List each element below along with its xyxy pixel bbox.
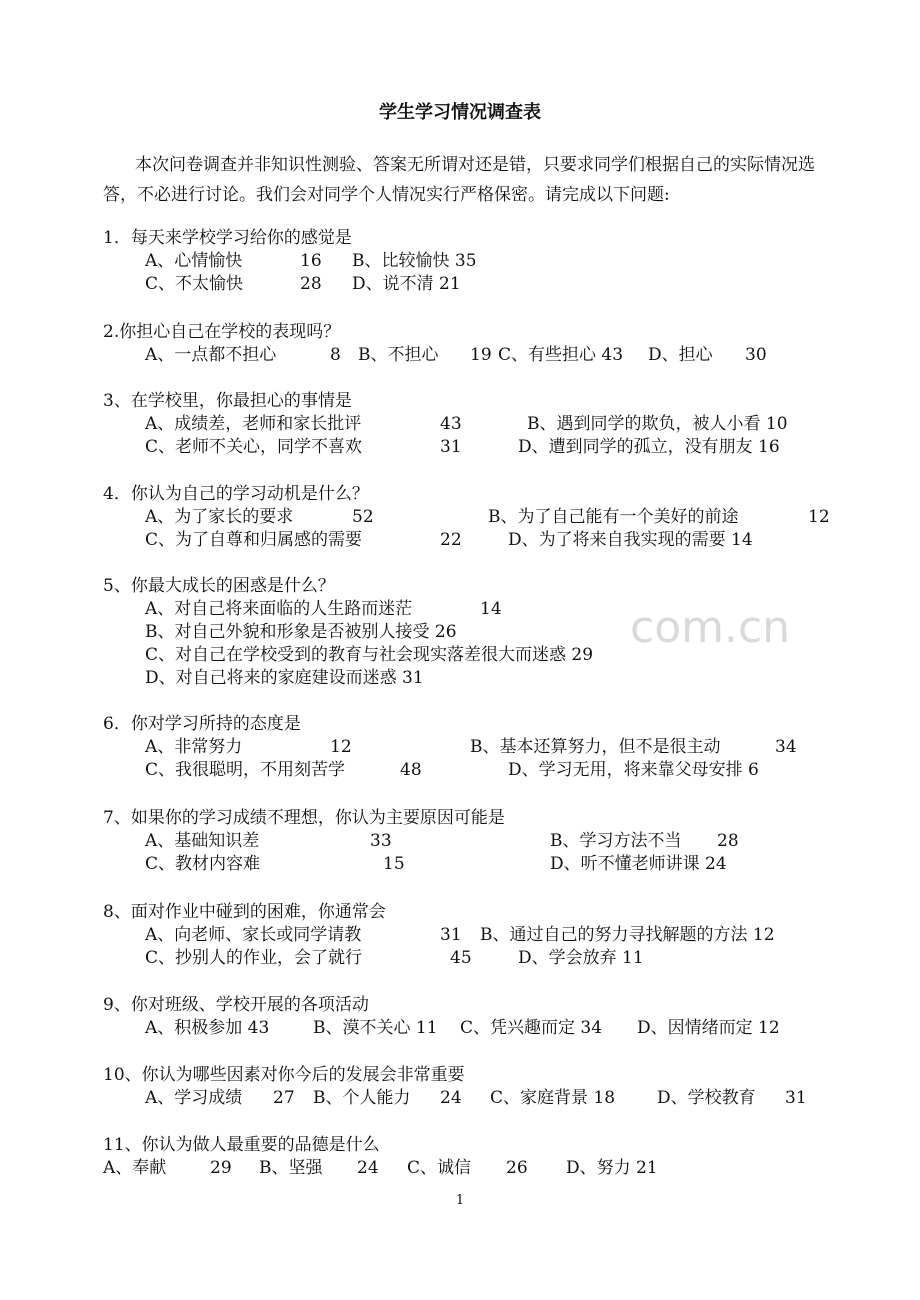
question-text: 3、在学校里，你最担心的事情是 [103,391,352,411]
answer-option: C、为了自尊和归属感的需要 [145,530,363,550]
answer-option: C、诚信 [407,1158,472,1178]
answer-option: 31 [440,437,462,457]
answer-option: 30 [745,345,767,365]
answer-option: 48 [400,760,422,780]
question-text: 8、面对作业中碰到的困难，你通常会 [103,902,386,922]
answer-option: B、遇到同学的欺负，被人小看 10 [527,414,788,434]
answer-option: B、漠不关心 11 [313,1018,438,1038]
page-number: 1 [455,1193,465,1208]
answer-option: 26 [506,1158,528,1178]
answer-option: 16 [300,251,322,271]
question-text: 4．你认为自己的学习动机是什么？ [103,484,369,504]
answer-option: 27 [273,1088,295,1108]
answer-option: A、基础知识差 [145,831,260,851]
answer-option: C、家庭背景 18 [490,1088,616,1108]
answer-option: 15 [383,854,405,874]
answer-option: A、成绩差，老师和家长批评 [145,414,362,434]
answer-option: C、抄别人的作业，会了就行 [145,948,363,968]
answer-option: B、基本还算努力，但不是很主动 [470,737,721,757]
answer-option: A、非常努力 [145,737,243,757]
answer-option: 19 [470,345,492,365]
answer-option: 52 [352,507,374,527]
answer-option: 22 [440,530,462,550]
answer-option: A、向老师、家长或同学请教 [145,925,362,945]
answer-option: A、为了家长的要求 [145,507,294,527]
answer-option: 31 [440,925,462,945]
answer-option: D、遭到同学的孤立，没有朋友 16 [518,437,780,457]
answer-option: A、对自己将来面临的人生路而迷茫 [145,599,413,619]
answer-option: A、积极参加 43 [145,1018,270,1038]
answer-option: 28 [300,274,322,294]
answer-option: 8 [330,345,341,365]
answer-option: A、一点都不担心 [145,345,277,365]
answer-option: B、对自己外貌和形象是否被别人接受 26 [145,622,457,642]
answer-option: B、为了自己能有一个美好的前途 [488,507,739,527]
answer-option: B、学习方法不当 [550,831,682,851]
question-text: 7、如果你的学习成绩不理想，你认为主要原因可能是 [103,808,505,828]
answer-option: 34 [775,737,797,757]
answer-option: A、心情愉快 [145,251,243,271]
answer-option: B、比较愉快 35 [352,251,477,271]
question-text: 6．你对学习所持的态度是 [103,714,301,734]
answer-option: C、老师不关心，同学不喜欢 [145,437,363,457]
answer-option: 29 [210,1158,232,1178]
answer-option: 12 [808,507,830,527]
question-text: 11、你认为做人最重要的品德是什么 [103,1135,380,1155]
question-text: 2.你担心自己在学校的表现吗？ [103,322,341,342]
answer-option: A、奉献 [103,1158,167,1178]
answer-option: D、学习无用，将来靠父母安排 6 [508,760,759,780]
question-text: 5、你最大成长的困惑是什么？ [103,576,335,596]
answer-option: D、因情绪而定 12 [637,1018,780,1038]
question-text: 9、你对班级、学校开展的各项活动 [103,995,369,1015]
answer-option: D、为了将来自我实现的需要 14 [508,530,753,550]
answer-option: D、对自己将来的家庭建设而迷惑 31 [145,668,424,688]
answer-option: B、个人能力 [313,1088,411,1108]
answer-option: D、学校教育 [657,1088,756,1108]
answer-option: D、学会放弃 11 [518,948,644,968]
answer-option: 33 [370,831,392,851]
answer-option: C、教材内容难 [145,854,261,874]
question-text: 10、你认为哪些因素对你今后的发展会非常重要 [103,1065,465,1085]
intro-paragraph: 本次问卷调查并非知识性测验、答案无所谓对还是错，只要求同学们根据自己的实际情况选答，不必进行讨论。我们会对同学个人情况实行严格保密。请完成以下问题: [103,155,815,205]
answer-option: A、学习成绩 [145,1088,243,1108]
question-text: 1．每天来学校学习给你的感觉是 [103,228,352,248]
watermark: com.cn [630,602,791,653]
answer-option: 14 [480,599,502,619]
answer-option: C、我很聪明，不用刻苦学 [145,760,346,780]
answer-option: D、听不懂老师讲课 24 [550,854,727,874]
answer-option: C、对自己在学校受到的教育与社会现实落差很大而迷惑 29 [145,645,594,665]
answer-option: 45 [450,948,472,968]
answer-option: D、担心 [648,345,713,365]
answer-option: B、通过自己的努力寻找解题的方法 12 [480,925,775,945]
answer-option: 31 [785,1088,807,1108]
answer-option: C、不太愉快 [145,274,244,294]
answer-option: D、努力 21 [566,1158,658,1178]
page-title: 学生学习情况调查表 [379,102,541,123]
answer-option: 12 [330,737,352,757]
answer-option: 24 [357,1158,379,1178]
answer-option: C、凭兴趣而定 34 [460,1018,603,1038]
answer-option: B、不担心 [358,345,439,365]
answer-option: 24 [440,1088,462,1108]
answer-option: 28 [717,831,739,851]
answer-option: B、坚强 [259,1158,323,1178]
answer-option: D、说不清 21 [352,274,461,294]
answer-option: C、有些担心 43 [498,345,624,365]
answer-option: 43 [440,414,462,434]
